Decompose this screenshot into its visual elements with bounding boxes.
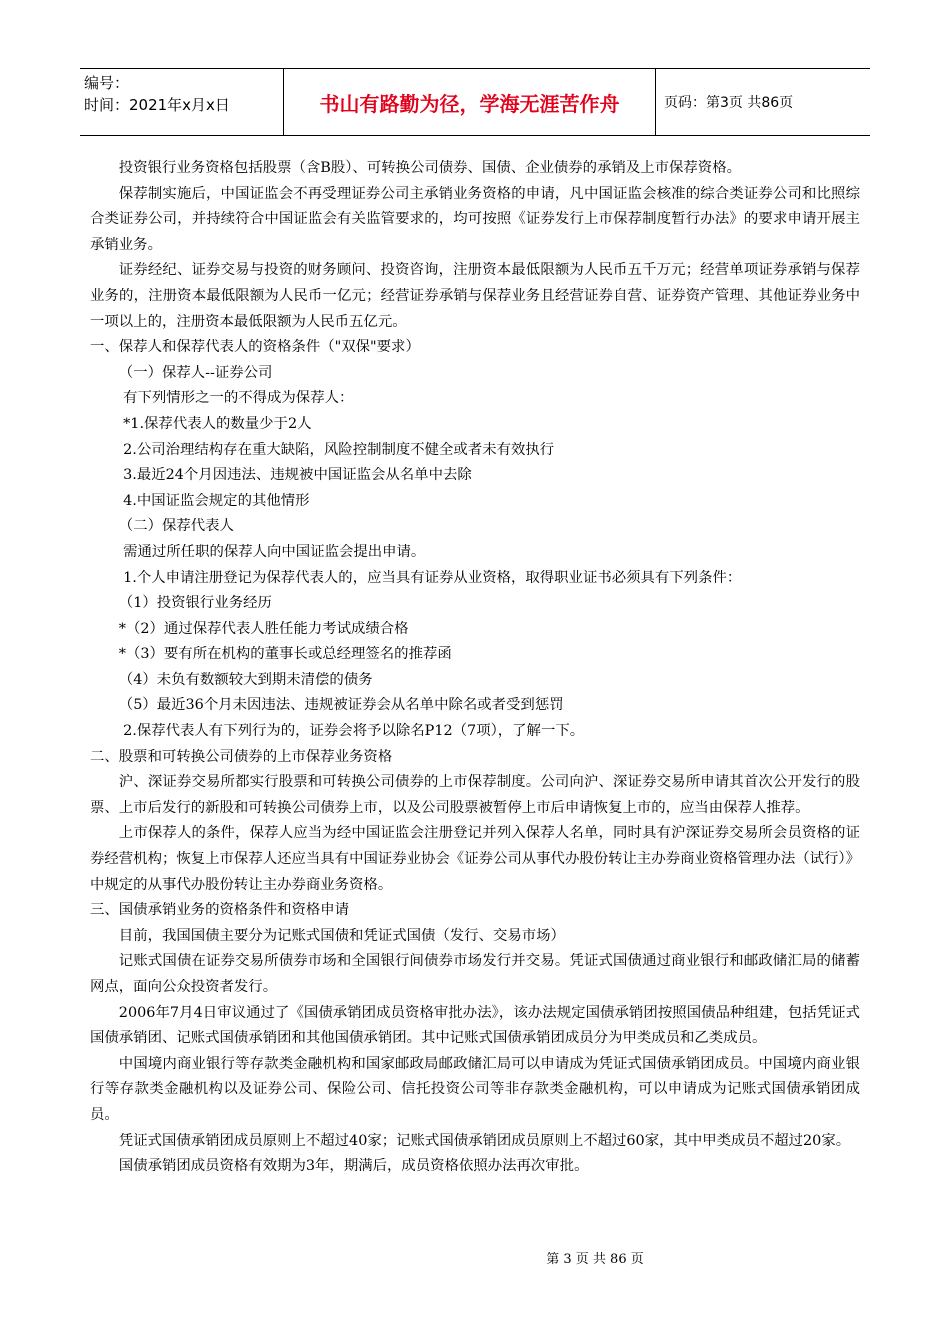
paragraph: 2.公司治理结构存在重大缺陷，风险控制制度不健全或者未有效执行 xyxy=(123,441,555,458)
header-page-cell xyxy=(656,69,870,135)
paragraph: 保荐制实施后，中国证监会不再受理证券公司主承销业务资格的申请，凡中国证监会核准的综合类证券公司和比照综合类证券公司，并持续符合中国证监会有关监管要求的，均可按照《证券发行上市保荐制度暂行办法》的要求申请开展主承销业务。 xyxy=(90,185,860,253)
paragraph: 投资银行业务资格包括股票（含B股）、可转换公司债券、国债、企业债券的承销及上市保荐资格。 xyxy=(118,160,741,176)
doc-date-label: 时间：2021年x月x日 xyxy=(84,96,230,114)
paragraph: 凭证式国债承销团成员原则上不超过40家；记账式国债承销团成员原则上不超过60家，其中甲类成员不超过20家。 xyxy=(118,1132,851,1149)
paragraph: （一）保荐人--证券公司 xyxy=(118,364,273,381)
paragraph: （4）未负有数额较大到期未清偿的债务 xyxy=(118,671,373,688)
paragraph: 二、股票和可转换公司债券的上市保荐业务资格 xyxy=(90,748,393,765)
paragraph: 三、国债承销业务的资格条件和资格申请 xyxy=(90,902,350,919)
paragraph: 沪、深证券交易所都实行股票和可转换公司债券的上市保荐制度。公司向沪、深证券交易所申请其首次公开发行的股票、上市后发行的新股和可转换公司债券上市，以及公司股票被暂停上市后申请恢复上市的，应当由保荐人推荐。 xyxy=(90,774,860,816)
doc-number-label: 编号： xyxy=(84,74,130,92)
paragraph: 国债承销团成员资格有效期为3年，期满后，成员资格依照办法再次审批。 xyxy=(118,1158,589,1175)
paragraph: *（2）通过保荐代表人胜任能力考试成绩合格 xyxy=(118,620,409,637)
paragraph: 目前，我国国债主要分为记账式国债和凭证式国债（发行、交易市场） xyxy=(118,927,565,944)
footer-page-number: 第 3 页 共 86 页 xyxy=(546,1252,644,1267)
paragraph: 4.中国证监会规定的其他情形 xyxy=(123,492,310,509)
paragraph: *1.保荐代表人的数量少于2人 xyxy=(123,415,312,432)
paragraph: 一、保荐人和保荐代表人的资格条件（"双保"要求） xyxy=(90,339,420,356)
header-motto-cell xyxy=(284,69,656,135)
paragraph: 2006年7月4日审议通过了《国债承销团成员资格审批办法》，该办法规定国债承销团按照国债品种组建，包括凭证式国债承销团、记账式国债承销团和其他国债承销团。其中记账式国债承销团成员分为甲类成员和乙类成员。 xyxy=(90,1004,860,1047)
paragraph: 中国境内商业银行等存款类金融机构和国家邮政局邮政储汇局可以申请成为凭证式国债承销团成员。中国境内商业银行等存款类金融机构以及证券公司、保险公司、信托投资公司等非存款类金融机构，可以申请成为记账式国债承销团成员。 xyxy=(90,1055,860,1123)
paragraph: （二）保荐代表人 xyxy=(118,518,234,535)
paragraph: 证券经纪、证券交易与投资的财务顾问、投资咨询，注册资本最低限额为人民币五千万元；经营单项证券承销与保荐业务的，注册资本最低限额为人民币一亿元；经营证券承销与保荐业务且经营证券自营、证券资产管理、其他证券业务中一项以上的，注册资本最低限额为人民币五亿元。 xyxy=(90,262,860,330)
paragraph: 需通过所任职的保荐人向中国证监会提出申请。 xyxy=(123,543,426,560)
paragraph: *（3）要有所在机构的董事长或总经理签名的推荐函 xyxy=(118,646,452,663)
header-page-info: 页码：第3页 共86页 xyxy=(664,95,794,111)
paragraph: 记账式国债在证券交易所债券市场和全国银行间债券市场发行并交易。凭证式国债通过商业银行和邮政储汇局的储蓄网点，面向公众投资者发行。 xyxy=(90,953,860,995)
header-meta xyxy=(80,69,284,135)
page-header xyxy=(80,68,870,136)
paragraph: 1.个人申请注册登记为保荐代表人的，应当具有证券从业资格，取得职业证书必须具有下列条件： xyxy=(123,569,742,586)
paragraph: 上市保荐人的条件，保荐人应当为经中国证监会注册登记并列入保荐人名单，同时具有沪深证券交易所会员资格的证券经营机构；恢复上市保荐人还应当具有中国证券业协会《证券公司从事代办股份转让主办券商业资格管理办法（试行）》中规定的从事代办股份转让主办券商业务资格。 xyxy=(90,825,860,893)
document-body xyxy=(90,156,860,1180)
header-motto: 书山有路勤为径，学海无涯苦作舟 xyxy=(319,91,620,116)
paragraph: （5）最近36个月未因违法、违规被证券会从名单中除名或者受到惩罚 xyxy=(118,697,564,714)
page-footer xyxy=(0,1248,950,1267)
paragraph: 有下列情形之一的不得成为保荐人： xyxy=(123,390,354,407)
paragraph: 2.保荐代表人有下列行为的，证券会将予以除名P12（7项），了解一下。 xyxy=(123,723,585,740)
paragraph: （1）投资银行业务经历 xyxy=(118,595,272,612)
paragraph: 3.最近24个月因违法、违规被中国证监会从名单中去除 xyxy=(123,467,472,484)
